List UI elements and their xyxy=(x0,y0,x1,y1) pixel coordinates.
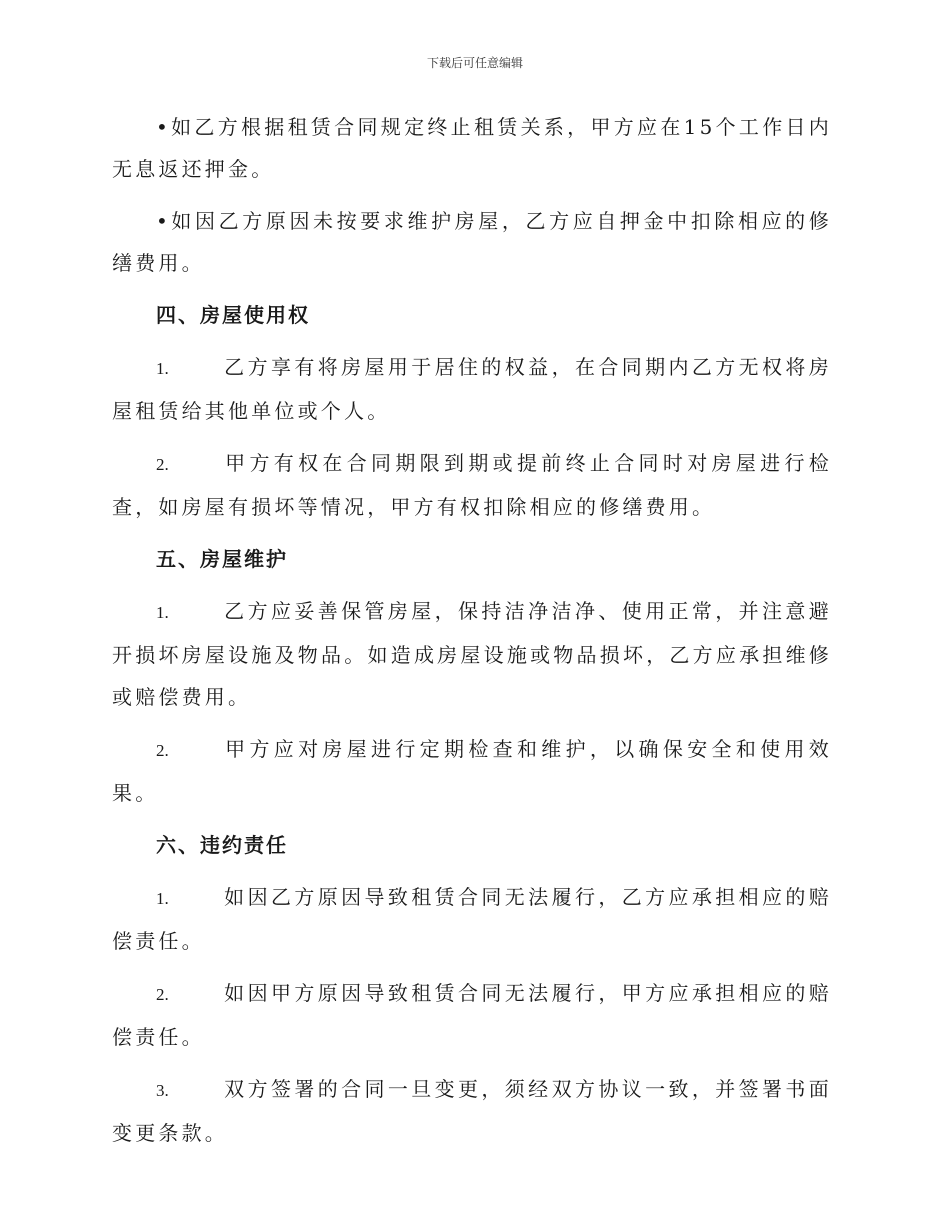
item-number: 1. xyxy=(156,603,169,622)
item-number: 1. xyxy=(156,359,169,378)
item-number: 2. xyxy=(156,985,169,1004)
liability-item-1 xyxy=(112,876,832,962)
deposit-return-clause: •如乙方根据租赁合同规定终止租赁关系，甲方应在15个工作日内无息返还押金。 xyxy=(112,115,832,181)
item-number: 1. xyxy=(156,889,169,908)
item-number: 2. xyxy=(156,741,169,760)
section-heading-maintenance: 五、房屋维护 xyxy=(156,547,288,571)
item-text: 双方签署的合同一旦变更，须经双方协议一致，并签署书面变更条款。 xyxy=(112,1077,832,1145)
usage-rights-item-2 xyxy=(112,442,832,528)
section-heading-usage-rights: 四、房屋使用权 xyxy=(156,303,310,327)
liability-item-3 xyxy=(112,1068,832,1154)
item-number: 3. xyxy=(156,1081,169,1100)
item-text: 甲方应对房屋进行定期检查和维护，以确保安全和使用效果。 xyxy=(112,737,832,805)
maintenance-item-1 xyxy=(112,590,832,718)
section-heading-liability: 六、违约责任 xyxy=(156,833,288,857)
item-text: 乙方应妥善保管房屋，保持洁净洁净、使用正常，并注意避开损坏房屋设施及物品。如造成房屋设施或物品损坏，乙方应承担维修或赔偿费用。 xyxy=(112,599,832,709)
item-text: 乙方享有将房屋用于居住的权益，在合同期内乙方无权将房屋租赁给其他单位或个人。 xyxy=(112,355,832,423)
item-text: 甲方有权在合同期限到期或提前终止合同时对房屋进行检查，如房屋有损坏等情况，甲方有权扣除相应的修缮费用。 xyxy=(112,451,832,519)
item-text: 如因乙方原因导致租赁合同无法履行，乙方应承担相应的赔偿责任。 xyxy=(112,885,832,953)
deposit-deduction-clause: •如因乙方原因未按要求维护房屋，乙方应自押金中扣除相应的修缮费用。 xyxy=(112,209,832,275)
page-header: 下载后可任意编辑 xyxy=(426,56,523,70)
item-number: 2. xyxy=(156,455,169,474)
usage-rights-item-1 xyxy=(112,346,832,432)
document-body xyxy=(112,106,832,1164)
maintenance-item-2 xyxy=(112,728,832,814)
liability-item-2 xyxy=(112,972,832,1058)
item-text: 如因甲方原因导致租赁合同无法履行，甲方应承担相应的赔偿责任。 xyxy=(112,981,832,1049)
